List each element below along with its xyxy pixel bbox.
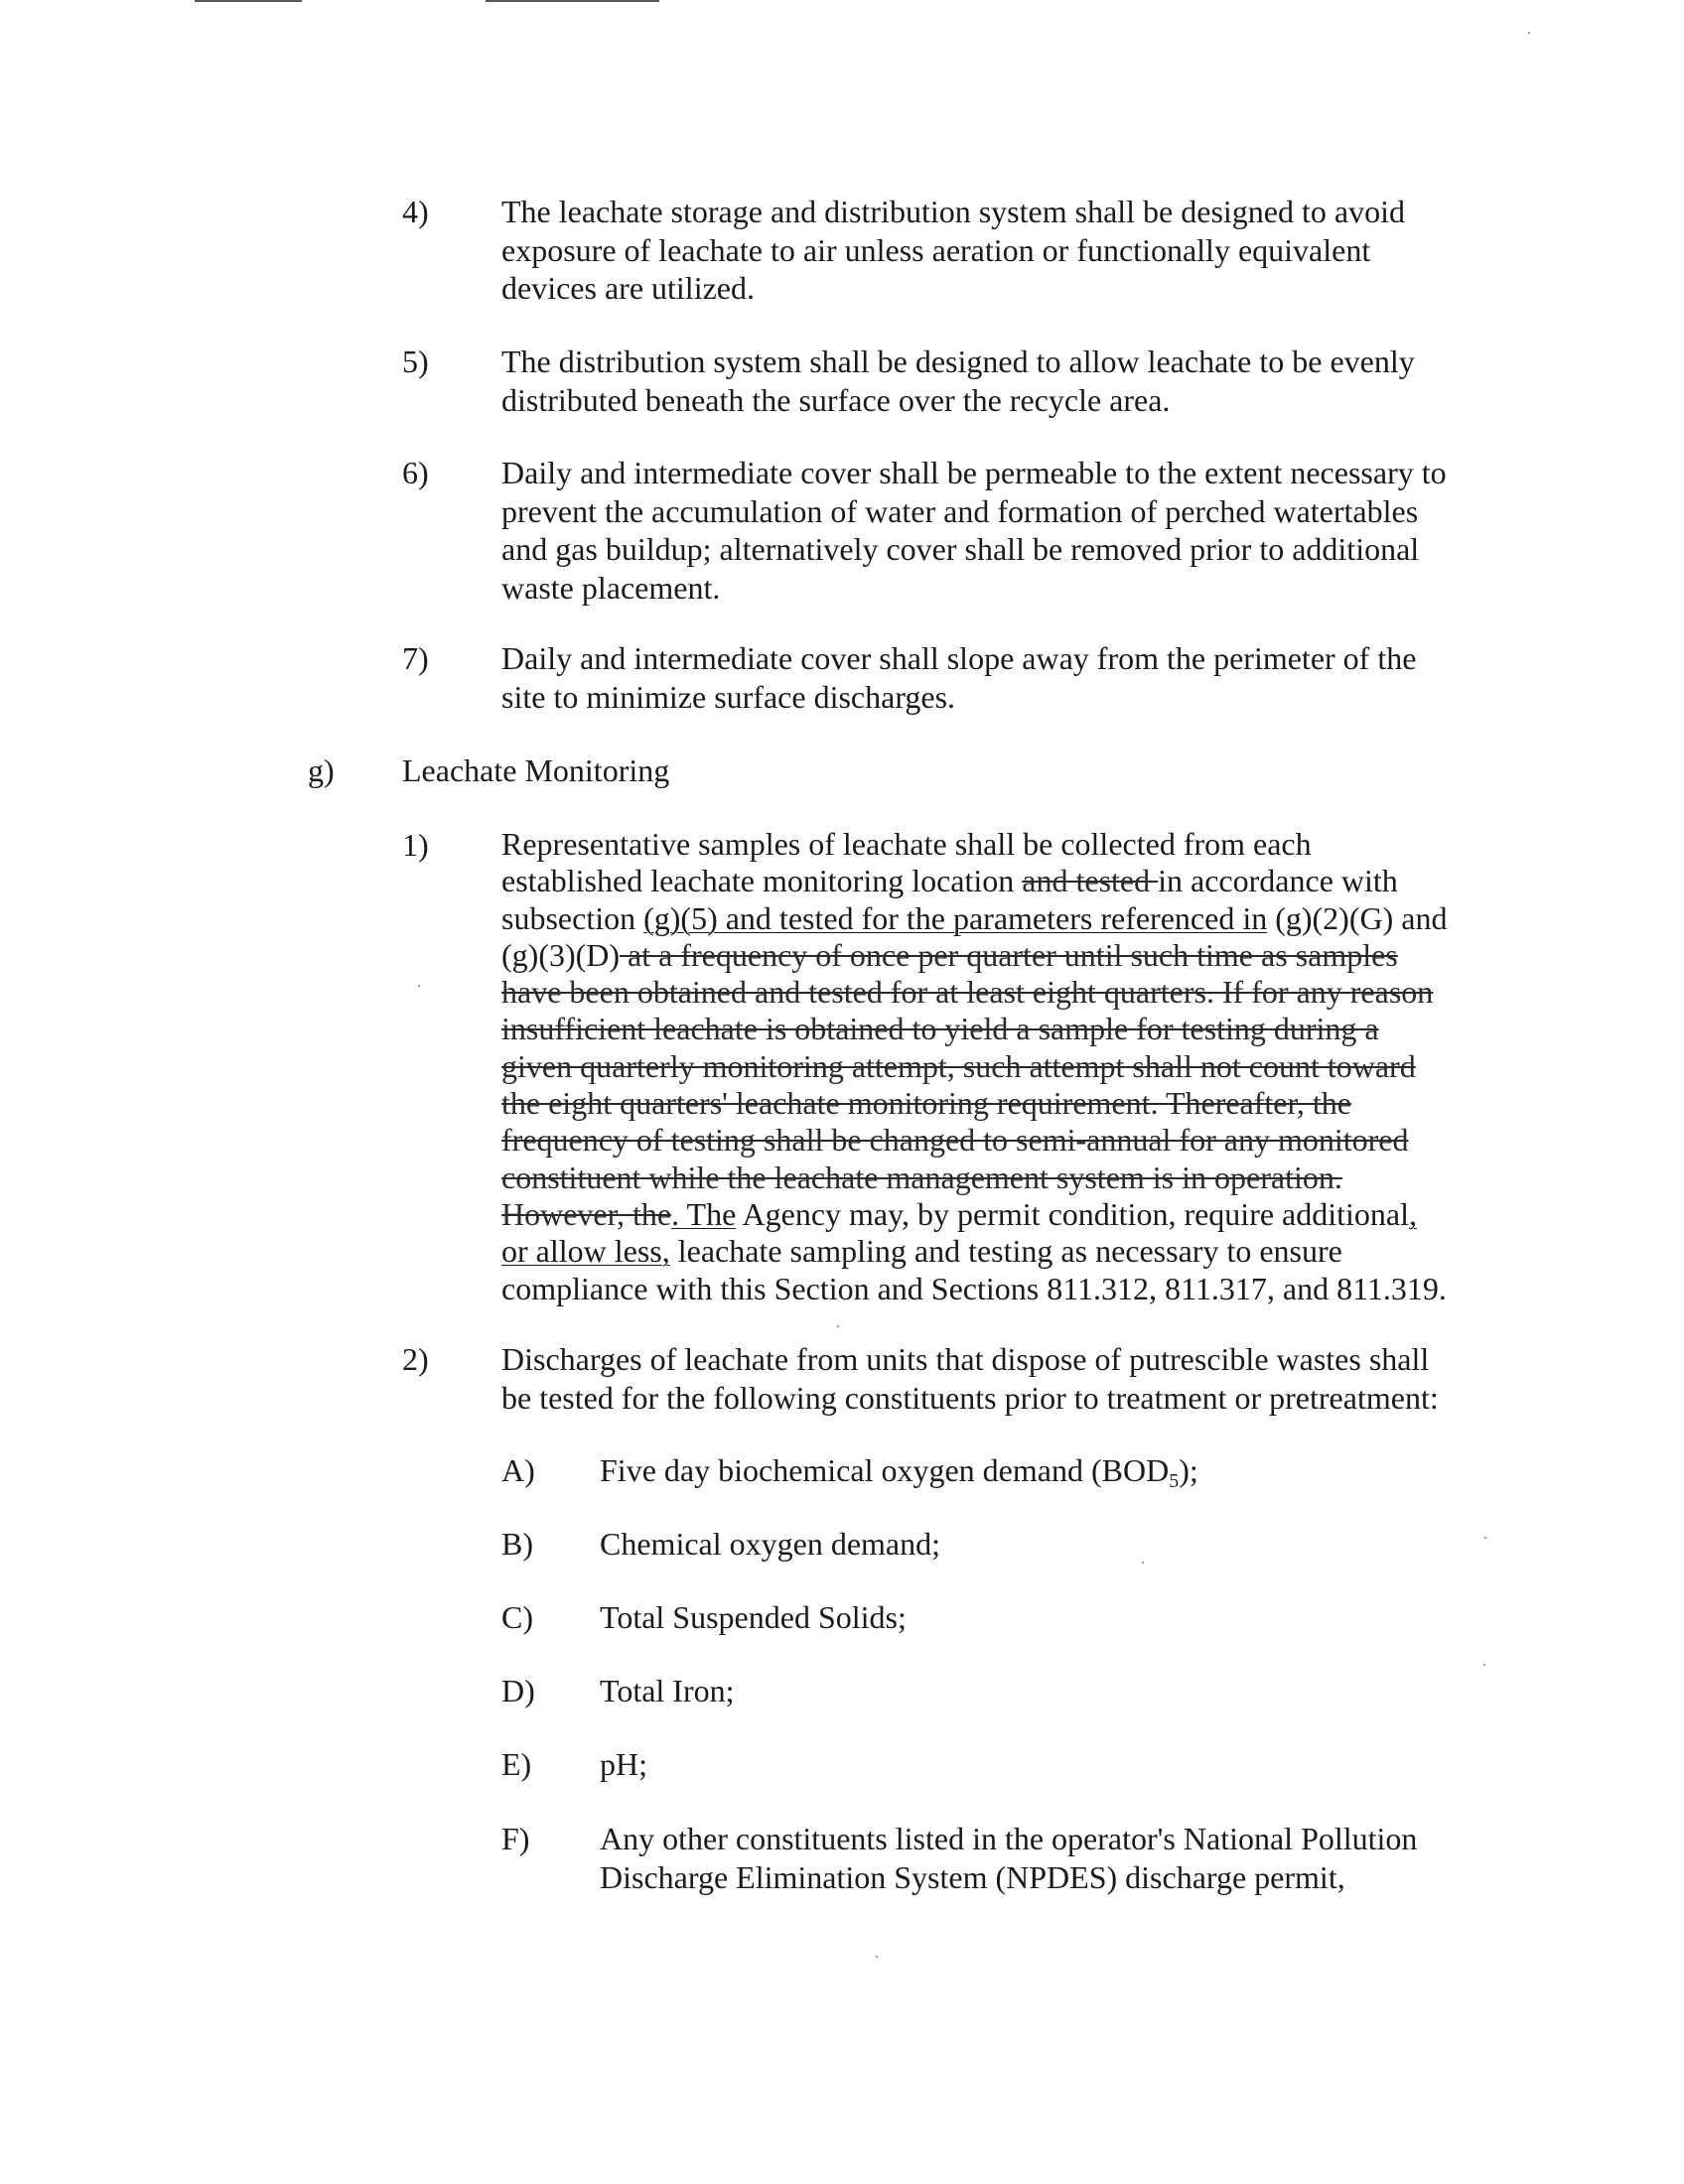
section-heading: Leachate Monitoring [402, 752, 670, 788]
subitem-letter: C) [501, 1599, 533, 1635]
text-line: The leachate storage and distribution system shall be designed to avoid [501, 194, 1405, 229]
subitem-letter: E) [501, 1746, 532, 1782]
scan-speck [1484, 1537, 1486, 1539]
subitem-text: Five day biochemical oxygen demand $(BOD_5)$; [600, 1452, 1198, 1492]
struck-text: the eight quarters' leachate monitoring requirement. Thereafter, the [501, 1085, 1351, 1122]
scan-speck [1142, 1562, 1144, 1564]
item-text [501, 639, 1416, 716]
inserted-text: or allow less, [501, 1233, 670, 1270]
text-line: Daily and intermediate cover shall be permeable to the extent necessary to [501, 455, 1447, 490]
text-line: The distribution system shall be designed to allow leachate to be evenly [501, 343, 1415, 379]
inserted-text: , [1409, 1195, 1418, 1232]
struck-text: and tested [1022, 863, 1159, 899]
item-text [501, 193, 1405, 308]
item-number: 7) [402, 640, 429, 676]
text-line: Any other constituents listed in the operator's National Pollution [600, 1821, 1418, 1856]
text-line: Daily and intermediate cover shall slope away from the perimeter of the [501, 640, 1417, 676]
subitem-letter: A) [501, 1452, 535, 1488]
struck-text: insufficient leachate is obtained to yield a sample for testing during a [501, 1011, 1379, 1047]
subitem-text: Total Iron; [600, 1673, 735, 1708]
text-line [501, 1011, 1447, 1047]
struck-text: However, the [501, 1195, 672, 1232]
struck-text: at a frequency of once per quarter until such time as samples [620, 936, 1398, 973]
item-text [501, 454, 1447, 607]
text-line: exposure of leachate to air unless aeration or functionally equivalent [501, 231, 1371, 268]
text-line: devices are utilized. [501, 270, 755, 306]
text-line: However, the. The Agency may, by permit condition, require additional, [501, 1195, 1418, 1232]
item-text [501, 342, 1415, 419]
struck-text: given quarterly monitoring attempt, such attempt shall not count toward [501, 1047, 1416, 1084]
text-line: site to minimize surface discharges. [501, 678, 956, 715]
text-line: Discharges of leachate from units that dispose of putrescible wastes shall [501, 1341, 1430, 1377]
text-line [501, 1048, 1447, 1085]
item-number: 4) [402, 194, 429, 229]
text-line: subsection (g)(5) and tested for the parameters referenced in (g)(2)(G) and [501, 899, 1448, 936]
item-number: 5) [402, 343, 429, 379]
text-line [501, 974, 1447, 1011]
text-line: prevent the accumulation of water and formation of perched watertables [501, 492, 1419, 529]
text-line: distributed beneath the surface over the recycle area. [501, 381, 1171, 418]
subitem-text [600, 1820, 1417, 1896]
text-line: established leachate monitoring location and tested in accordance with [501, 863, 1398, 899]
struck-text: frequency of testing shall be changed to semi-annual for any monitored [501, 1122, 1409, 1159]
subitem-letter: F) [501, 1821, 530, 1856]
item-number: 1) [402, 827, 429, 863]
struck-text: constituent while the leachate management system is in operation. [501, 1159, 1342, 1195]
subitem-letter: D) [501, 1673, 535, 1708]
text-line: compliance with this Section and Sections 811.312, 811.317, and 811.319. [501, 1270, 1447, 1306]
subitem-text: pH; [600, 1746, 647, 1782]
scan-speck [418, 985, 420, 987]
top-rule-right [486, 0, 659, 2]
text-line: (g)(3)(D) at a frequency of once per quarter until such time as samples [501, 936, 1398, 973]
section-number: g) [308, 752, 335, 788]
subitem-letter: B) [501, 1526, 533, 1562]
item-text [501, 826, 1447, 1307]
item-number: 6) [402, 455, 429, 490]
scan-speck [837, 1325, 839, 1327]
text-line: waste placement. [501, 569, 721, 606]
subitem-text: Total Suspended Solids; [600, 1599, 907, 1635]
inserted-text: . The [671, 1195, 737, 1232]
text-line: and gas buildup; alternatively cover shall be removed prior to additional [501, 531, 1420, 567]
item-number: 2) [402, 1341, 429, 1377]
text-line: Discharge Elimination System (NPDES) discharge permit, [600, 1858, 1345, 1895]
top-rule-left [195, 0, 302, 2]
text-line: Representative samples of leachate shall be collected from each [501, 826, 1312, 862]
text-line [501, 1160, 1447, 1196]
scan-speck [1528, 32, 1530, 34]
text-line: or allow less, leachate sampling and testing as necessary to ensure [501, 1233, 1342, 1270]
scan-speck [876, 1956, 878, 1958]
struck-text: have been obtained and tested for at least eight quarters. If for any reason [501, 974, 1434, 1011]
text-line [501, 1122, 1447, 1159]
text-line: be tested for the following constituents prior to treatment or pretreatment: [501, 1379, 1439, 1416]
text-line [501, 1085, 1447, 1122]
inserted-text: (g)(5) and tested for the parameters referenced in [643, 899, 1268, 936]
item-text [501, 1340, 1439, 1417]
subitem-text: Chemical oxygen demand; [600, 1526, 941, 1562]
scan-speck [1483, 1664, 1485, 1666]
